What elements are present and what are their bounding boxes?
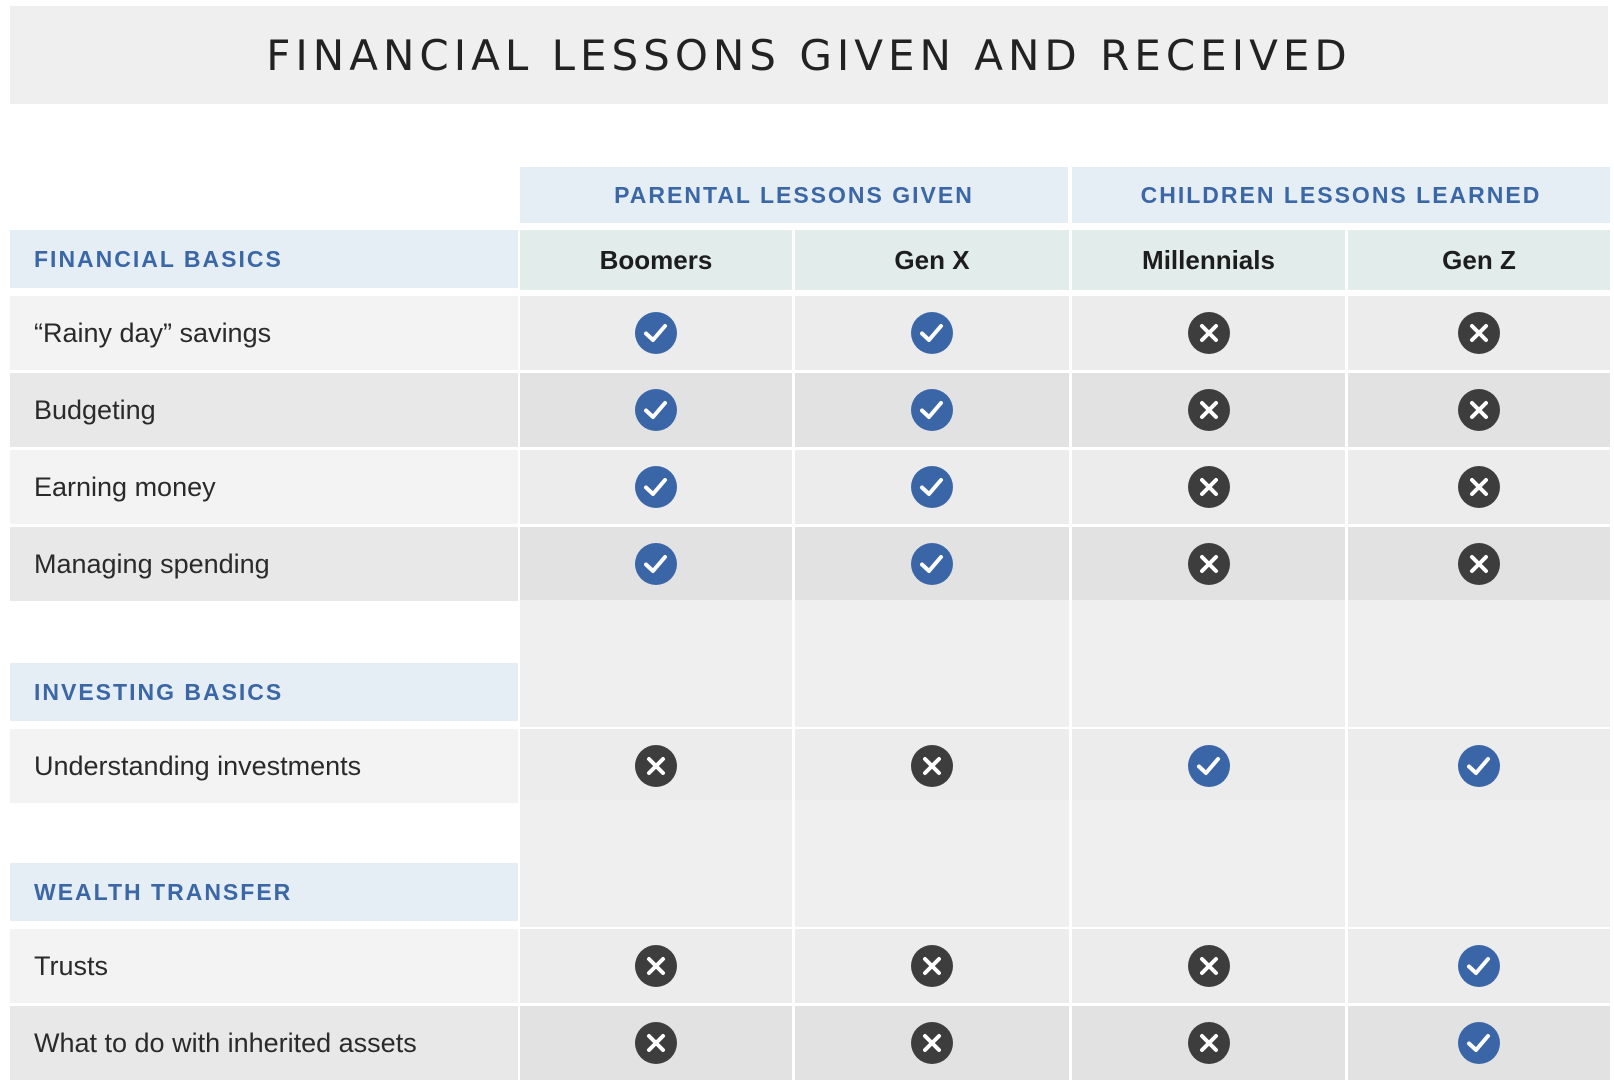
table-cell: [520, 373, 792, 447]
blank-cell: [795, 800, 1069, 927]
table-cell: [1072, 729, 1345, 803]
check-icon: [635, 466, 677, 508]
cross-icon: [1458, 312, 1500, 354]
table-cell: [1072, 929, 1345, 1003]
table-cell: [1348, 450, 1610, 524]
table-cell: [795, 296, 1069, 370]
column-header-boomers: Boomers: [520, 230, 792, 290]
table-cell: [1348, 929, 1610, 1003]
blank-cell: [795, 600, 1069, 727]
column-header-millennials: Millennials: [1072, 230, 1345, 290]
table-cell: [1348, 373, 1610, 447]
table-cell: [795, 729, 1069, 803]
cross-icon: [911, 1022, 953, 1064]
table-cell: [1072, 1006, 1345, 1080]
blank-cell: [1348, 800, 1610, 927]
table-cell: [795, 929, 1069, 1003]
cross-icon: [635, 945, 677, 987]
table-cell: [1348, 1006, 1610, 1080]
cross-icon: [1458, 543, 1500, 585]
cross-icon: [1188, 1022, 1230, 1064]
group-header-parental: PARENTAL LESSONS GIVEN: [520, 167, 1068, 223]
row-label: What to do with inherited assets: [10, 1006, 518, 1080]
check-icon: [635, 389, 677, 431]
check-icon: [911, 389, 953, 431]
cross-icon: [635, 745, 677, 787]
table-cell: [520, 929, 792, 1003]
section-header-investing-basics: INVESTING BASICS: [10, 663, 518, 721]
column-header-gen-x: Gen X: [795, 230, 1069, 290]
section-header-financial-basics: FINANCIAL BASICS: [10, 230, 518, 288]
check-icon: [1458, 745, 1500, 787]
table-cell: [520, 1006, 792, 1080]
blank-cell: [1072, 800, 1345, 927]
table-cell: [1072, 450, 1345, 524]
cross-icon: [635, 1022, 677, 1064]
check-icon: [1188, 745, 1230, 787]
cross-icon: [911, 745, 953, 787]
row-label: Earning money: [10, 450, 518, 524]
cross-icon: [1458, 466, 1500, 508]
blank-cell: [1072, 600, 1345, 727]
table-cell: [795, 373, 1069, 447]
table-cell: [795, 1006, 1069, 1080]
row-label: “Rainy day” savings: [10, 296, 518, 370]
blank-cell: [1348, 600, 1610, 727]
check-icon: [911, 543, 953, 585]
blank-cell: [520, 600, 792, 727]
table-cell: [1348, 527, 1610, 601]
table-cell: [1072, 373, 1345, 447]
table-cell: [520, 729, 792, 803]
table-cell: [1072, 296, 1345, 370]
table-cell: [520, 527, 792, 601]
cross-icon: [1188, 312, 1230, 354]
check-icon: [635, 312, 677, 354]
table-cell: [520, 450, 792, 524]
cross-icon: [1188, 466, 1230, 508]
cross-icon: [1458, 389, 1500, 431]
row-label: Budgeting: [10, 373, 518, 447]
check-icon: [911, 466, 953, 508]
check-icon: [911, 312, 953, 354]
cross-icon: [1188, 945, 1230, 987]
table-cell: [1348, 729, 1610, 803]
row-label: Understanding investments: [10, 729, 518, 803]
section-header-wealth-transfer: WEALTH TRANSFER: [10, 863, 518, 921]
row-label: Trusts: [10, 929, 518, 1003]
group-header-children: CHILDREN LESSONS LEARNED: [1072, 167, 1610, 223]
blank-cell: [520, 800, 792, 927]
check-icon: [1458, 945, 1500, 987]
table-cell: [1348, 296, 1610, 370]
row-label: Managing spending: [10, 527, 518, 601]
cross-icon: [1188, 543, 1230, 585]
cross-icon: [911, 945, 953, 987]
cross-icon: [1188, 389, 1230, 431]
check-icon: [635, 543, 677, 585]
page-title: FINANCIAL LESSONS GIVEN AND RECEIVED: [266, 30, 1352, 80]
table-cell: [520, 296, 792, 370]
table-cell: [795, 450, 1069, 524]
check-icon: [1458, 1022, 1500, 1064]
table-cell: [1072, 527, 1345, 601]
table-cell: [795, 527, 1069, 601]
column-header-gen-z: Gen Z: [1348, 230, 1610, 290]
